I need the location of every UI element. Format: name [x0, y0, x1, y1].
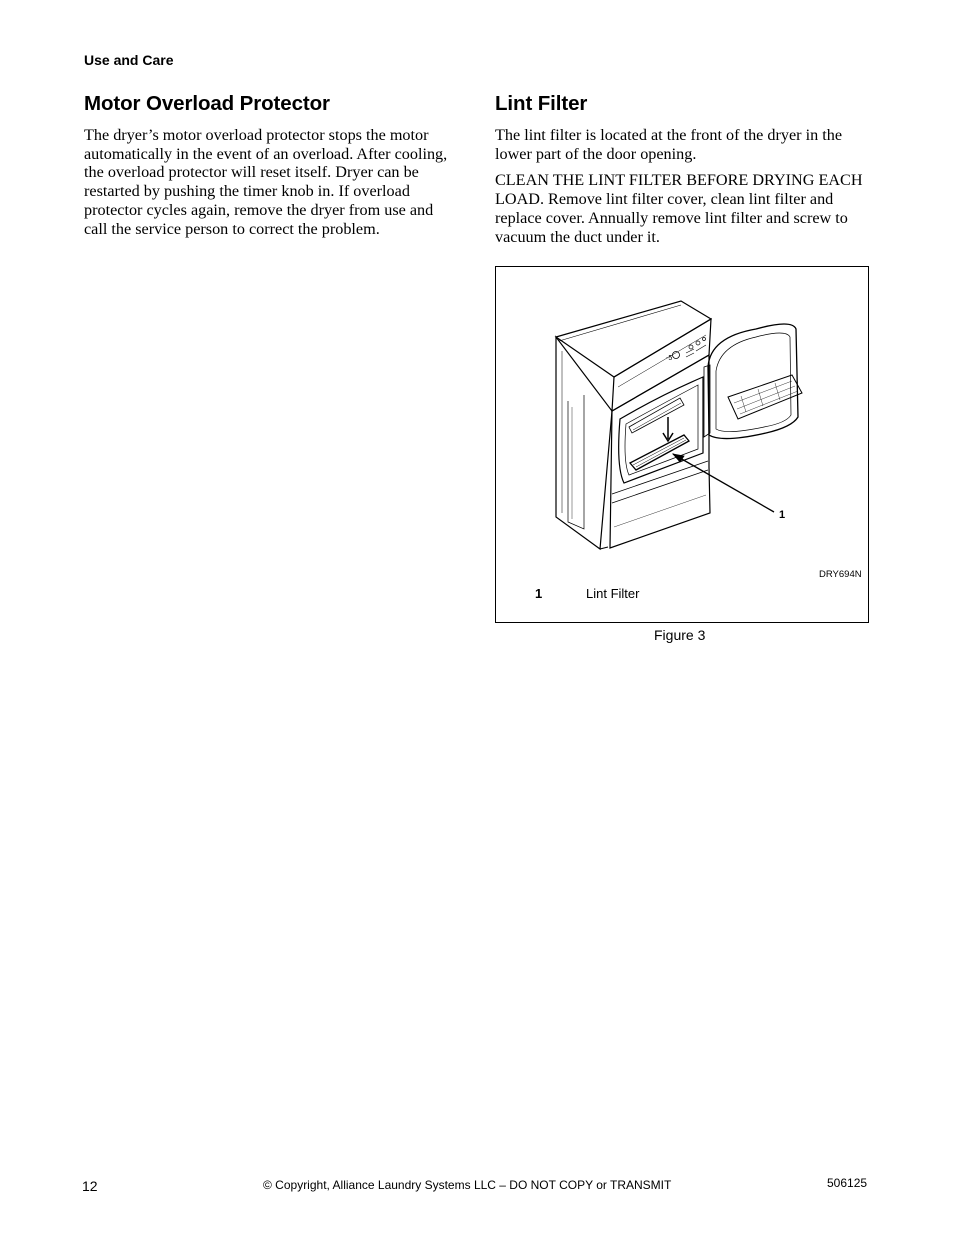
- svg-text:-5: -5: [666, 355, 673, 362]
- lint-filter-section: [495, 92, 870, 254]
- figure-3-box: [495, 266, 869, 623]
- callout-number: 1: [779, 509, 786, 521]
- figure-caption: Figure 3: [654, 627, 706, 643]
- section-label: Use and Care: [84, 52, 174, 68]
- legend-number: 1: [535, 586, 543, 601]
- legend-label: Lint Filter: [586, 586, 640, 601]
- document-number: 506125: [827, 1176, 868, 1190]
- drawing-code: DRY694N: [819, 569, 862, 580]
- page-number: 12: [82, 1178, 98, 1194]
- lint-filter-cleaning-paragraph: CLEAN THE LINT FILTER BEFORE DRYING EACH LOAD. Remove lint filter cover, clean lint filter and replace cover. Annually remove lint filter and screw to vacuum the duct under it.: [495, 171, 863, 246]
- dryer-lint-filter-illustration: [496, 267, 868, 622]
- lint-filter-title: Lint Filter: [495, 92, 588, 115]
- motor-overload-section: [84, 92, 459, 246]
- lint-filter-location-paragraph: The lint filter is located at the front of the dryer in the lower part of the door opening.: [495, 126, 843, 163]
- motor-overload-title: Motor Overload Protector: [84, 92, 330, 115]
- copyright-notice: © Copyright, Alliance Laundry Systems LLC – DO NOT COPY or TRANSMIT: [263, 1178, 672, 1192]
- motor-overload-paragraph: The dryer’s motor overload protector stops the motor automatically in the event of an overload. After cooling, the overload protector will reset itself. Dryer can be restarted by pushing the timer knob in. If overload protector cycles again, remove the dryer from use and call the service person to correct the problem.: [84, 126, 448, 238]
